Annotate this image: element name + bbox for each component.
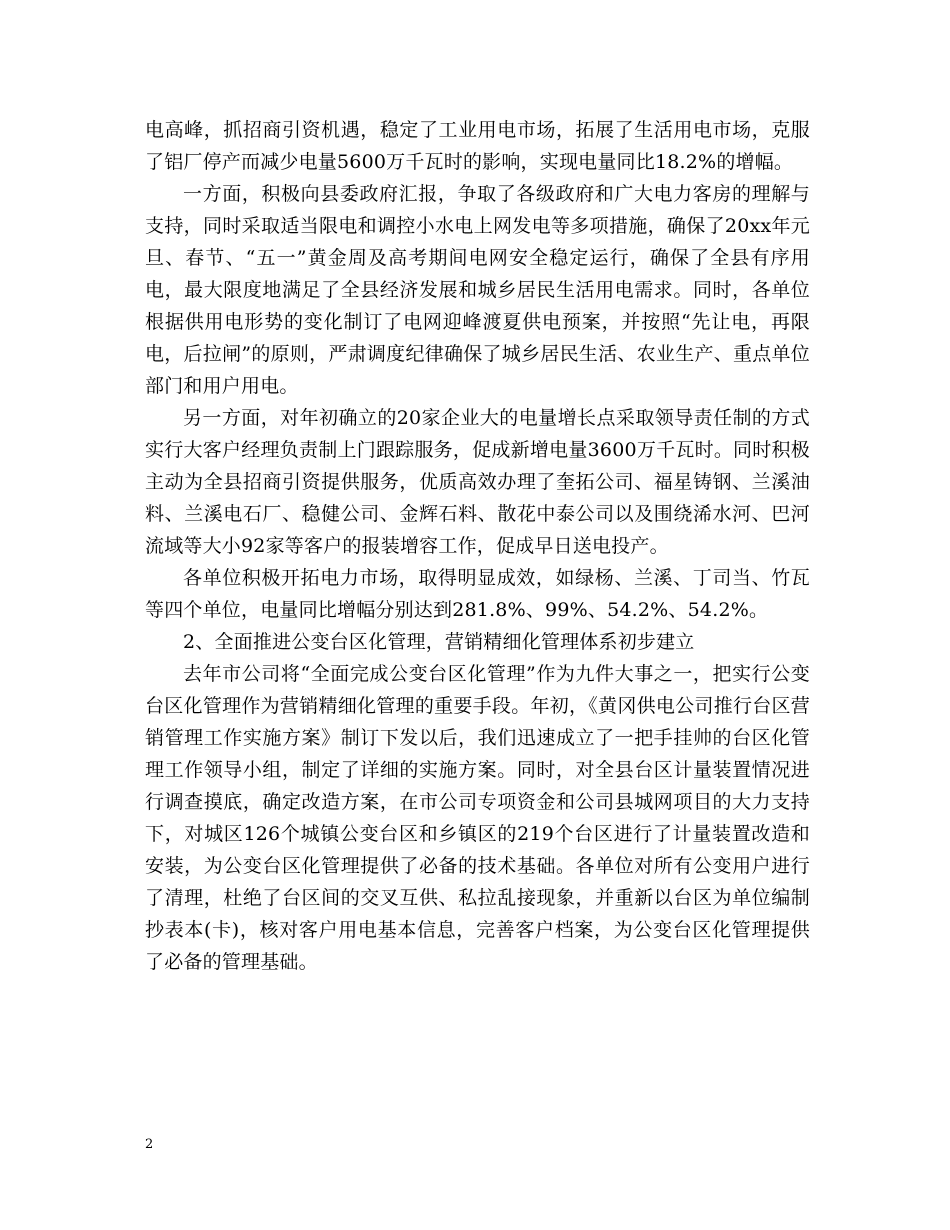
page-number: 2 (145, 1137, 154, 1152)
paragraph-station-management: 去年市公司将“全面完成公变台区化管理”作为九件大事之一，把实行公变台区化管理作为营销精细化管理的重要手段。年初，《黄冈供电公司推行台区营销管理工作实施方案》制订下发以后，我们迅速成立了一把手挂帅的台区化管理工作领导小组，制定了详细的实施方案。同时，对全县台区计量装置情况进行调查摸底，确定改造方案，在市公司专项资金和公司县城网项目的大力支持下，对城区126个城镇公变台区和乡镇区的219个台区进行了计量装置改造和安装，为公变台区化管理提供了必备的技术基础。各单位对所有公变用户进行了清理，杜绝了台区间的交叉互供、私拉乱接现象，并重新以台区为单位编制抄表本(卡)，核对客户用电基本信息，完善客户档案，为公变台区化管理提供了必备的管理基础。 (145, 663, 810, 973)
paragraph-market-results: 各单位积极开拓电力市场，取得明显成效，如绿杨、兰溪、丁司当、竹瓦等四个单位，电量同比增幅分别达到281.8%、99%、54.2%、54.2%。 (145, 567, 810, 621)
paragraph-other-side: 另一方面，对年初确立的20家企业大的电量增长点采取领导责任制的方式实行大客户经理负责制上门跟踪服务，促成新增电量3600万千瓦时。同时积极主动为全县招商引资提供服务，优质高效办理了奎拓公司、福星铸钢、兰溪油料、兰溪电石厂、稳健公司、金辉石料、散花中泰公司以及围绕浠水河、巴河流域等大小92家等客户的报装增容工作，促成早日送电投产。 (145, 407, 810, 557)
document-body (145, 114, 810, 978)
paragraph-one-side: 一方面，积极向县委政府汇报，争取了各级政府和广大电力客房的理解与支持，同时采取适当限电和调控小水电上网发电等多项措施，确保了20xx年元旦、春节、“五一”黄金周及高考期间电网安全稳定运行，确保了全县有序用电，最大限度地满足了全县经济发展和城乡居民生活用电需求。同时，各单位根据供用电形势的变化制订了电网迎峰渡夏供电预案，并按照“先让电，再限电，后拉闸”的原则，严肃调度纪律确保了城乡居民生活、农业生产、重点单位部门和用户用电。 (145, 183, 810, 397)
paragraph-continuation: 电高峰，抓招商引资机遇，稳定了工业用电市场，拓展了生活用电市场，克服了铝厂停产而减少电量5600万千瓦时的影响，实现电量同比18.2%的增幅。 (145, 119, 810, 173)
section-heading: 2、全面推进公变台区化管理，营销精细化管理体系初步建立 (183, 631, 695, 653)
